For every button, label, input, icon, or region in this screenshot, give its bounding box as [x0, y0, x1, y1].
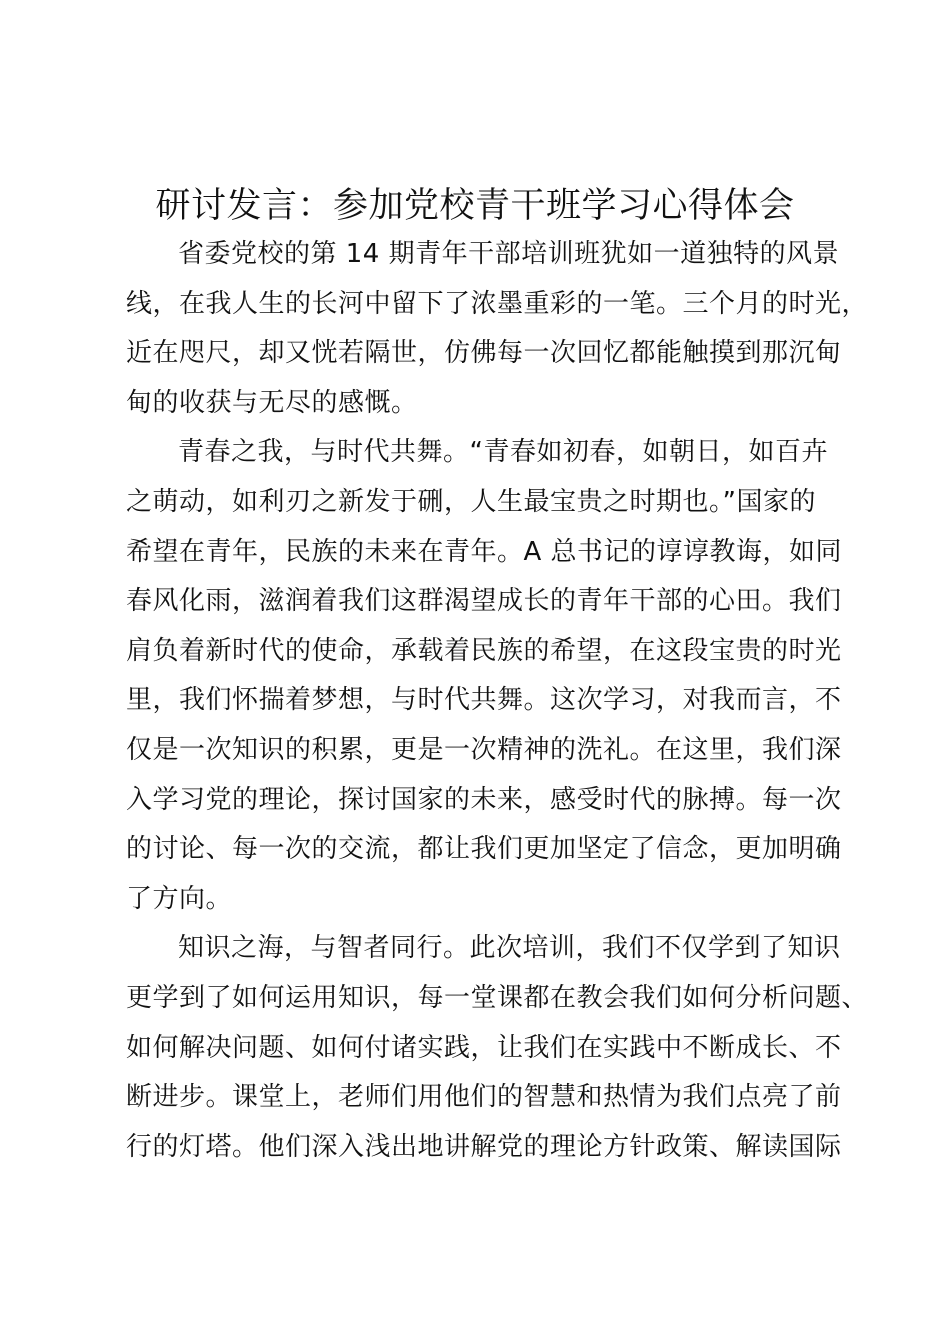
- document-body: [126, 230, 869, 1172]
- paragraph-line: 之萌动，如利刃之新发于硎，人生最宝贵之时期也。”国家的: [126, 486, 816, 517]
- paragraph-line: 断进步。课堂上，老师们用他们的智慧和热情为我们点亮了前: [126, 1082, 842, 1113]
- paragraph-2: [126, 428, 866, 924]
- paragraph-line: 了方向。: [126, 883, 233, 914]
- paragraph-line: 里，我们怀揣着梦想，与时代共舞。这次学习，对我而言，不: [126, 685, 842, 716]
- document-title: 研讨发言：参加党校青干班学习心得体会: [155, 186, 795, 226]
- paragraph-line: 的讨论、每一次的交流，都让我们更加坚定了信念，更加明确: [126, 834, 842, 865]
- paragraph-line: 近在咫尺，却又恍若隔世，仿佛每一次回忆都能触摸到那沉甸: [126, 338, 842, 369]
- paragraph-line: 入学习党的理论，探讨国家的未来，感受时代的脉搏。每一次: [126, 784, 842, 815]
- paragraph-1: [126, 230, 869, 428]
- paragraph-line: 线，在我人生的长河中留下了浓墨重彩的一笔。三个月的时光，: [126, 288, 869, 319]
- paragraph-line: 春风化雨，滋润着我们这群渴望成长的青年干部的心田。我们: [126, 586, 842, 617]
- paragraph-line: 青春之我，与时代共舞。“青春如初春，如朝日，如百卉: [178, 437, 828, 468]
- paragraph-line: 肩负着新时代的使命，承载着民族的希望，在这段宝贵的时光: [126, 635, 842, 666]
- paragraph-line: 省委党校的第 14 期青年干部培训班犹如一道独特的风景: [178, 239, 840, 269]
- paragraph-line: 更学到了如何运用知识，每一堂课都在教会我们如何分析问题、: [126, 982, 869, 1013]
- paragraph-3: [126, 924, 869, 1172]
- paragraph-line: 希望在青年，民族的未来在青年。A 总书记的谆谆教诲，如同: [126, 536, 843, 567]
- paragraph-line: 如何解决问题、如何付诸实践，让我们在实践中不断成长、不: [126, 1032, 842, 1063]
- paragraph-line: 知识之海，与智者同行。此次培训，我们不仅学到了知识: [178, 933, 841, 964]
- paragraph-line: 行的灯塔。他们深入浅出地讲解党的理论方针政策、解读国际: [126, 1131, 842, 1162]
- paragraph-line: 甸的收获与无尽的感慨。: [126, 387, 418, 418]
- paragraph-line: 仅是一次知识的积累，更是一次精神的洗礼。在这里，我们深: [126, 734, 842, 765]
